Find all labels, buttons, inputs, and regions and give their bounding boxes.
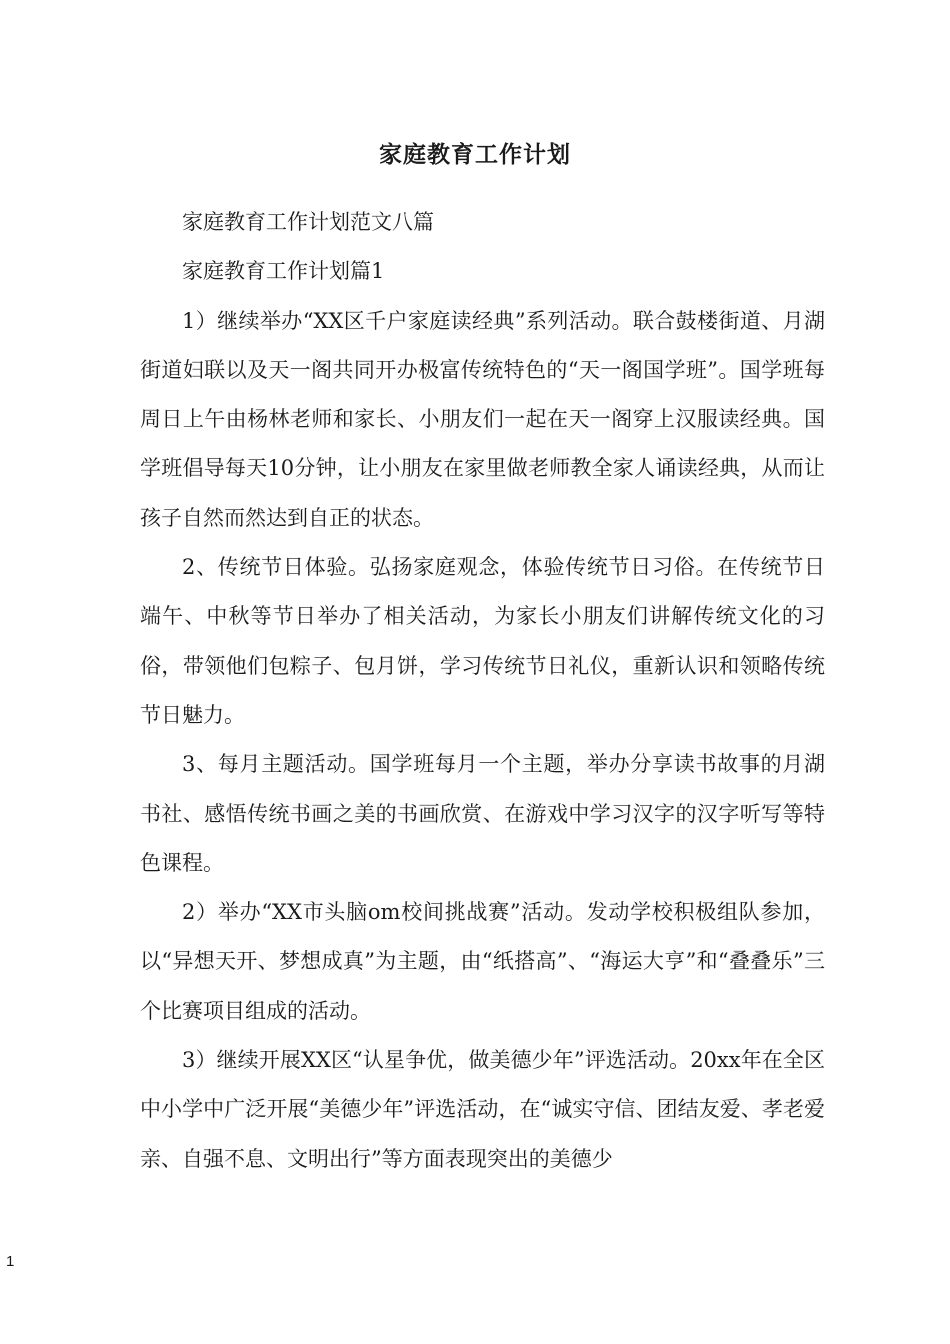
page-number: 1	[6, 1253, 15, 1270]
paragraph-item-3: 3、每月主题活动。国学班每月一个主题，举办分享读书故事的月湖书社、感悟传统书画之美的书画欣赏、在游戏中学习汉字的汉字听写等特色课程。	[140, 752, 825, 875]
paragraph-item-5: 3）继续开展XX区“认星争优，做美德少年”评选活动。20xx年在全区中小学中广泛开展“美德少年”评选活动，在“诚实守信、团结友爱、孝老爱亲、自强不息、文明出行”等方面表现突出的美德少	[140, 1048, 825, 1171]
paragraph-item-4: 2）举办“XX市头脑om校间挑战赛”活动。发动学校积极组队参加，以“异想天开、梦想成真”为主题，由“纸搭高”、“海运大亨”和“叠叠乐”三个比赛项目组成的活动。	[140, 900, 825, 1023]
paragraph-subtitle: 家庭教育工作计划范文八篇	[182, 210, 434, 234]
document-title: 家庭教育工作计划	[379, 141, 571, 168]
paragraph-item-1: 1）继续举办“XX区千户家庭读经典”系列活动。联合鼓楼街道、月湖街道妇联以及天一阁共同开办极富传统特色的“天一阁国学班”。国学班每周日上午由杨林老师和家长、小朋友们一起在天一阁穿上汉服读经典。国学班倡导每天10分钟，让小朋友在家里做老师教全家人诵读经典，从而让孩子自然而然达到自正的状态。	[140, 308, 825, 530]
paragraph-section-heading: 家庭教育工作计划篇1	[182, 259, 385, 284]
paragraph-item-2: 2、传统节日体验。弘扬家庭观念，体验传统节日习俗。在传统节日端午、中秋等节日举办了相关活动，为家长小朋友们讲解传统文化的习俗，带领他们包粽子、包月饼，学习传统节日礼仪，重新认识和领略传统节日魅力。	[140, 555, 825, 727]
document-body	[140, 198, 825, 1184]
